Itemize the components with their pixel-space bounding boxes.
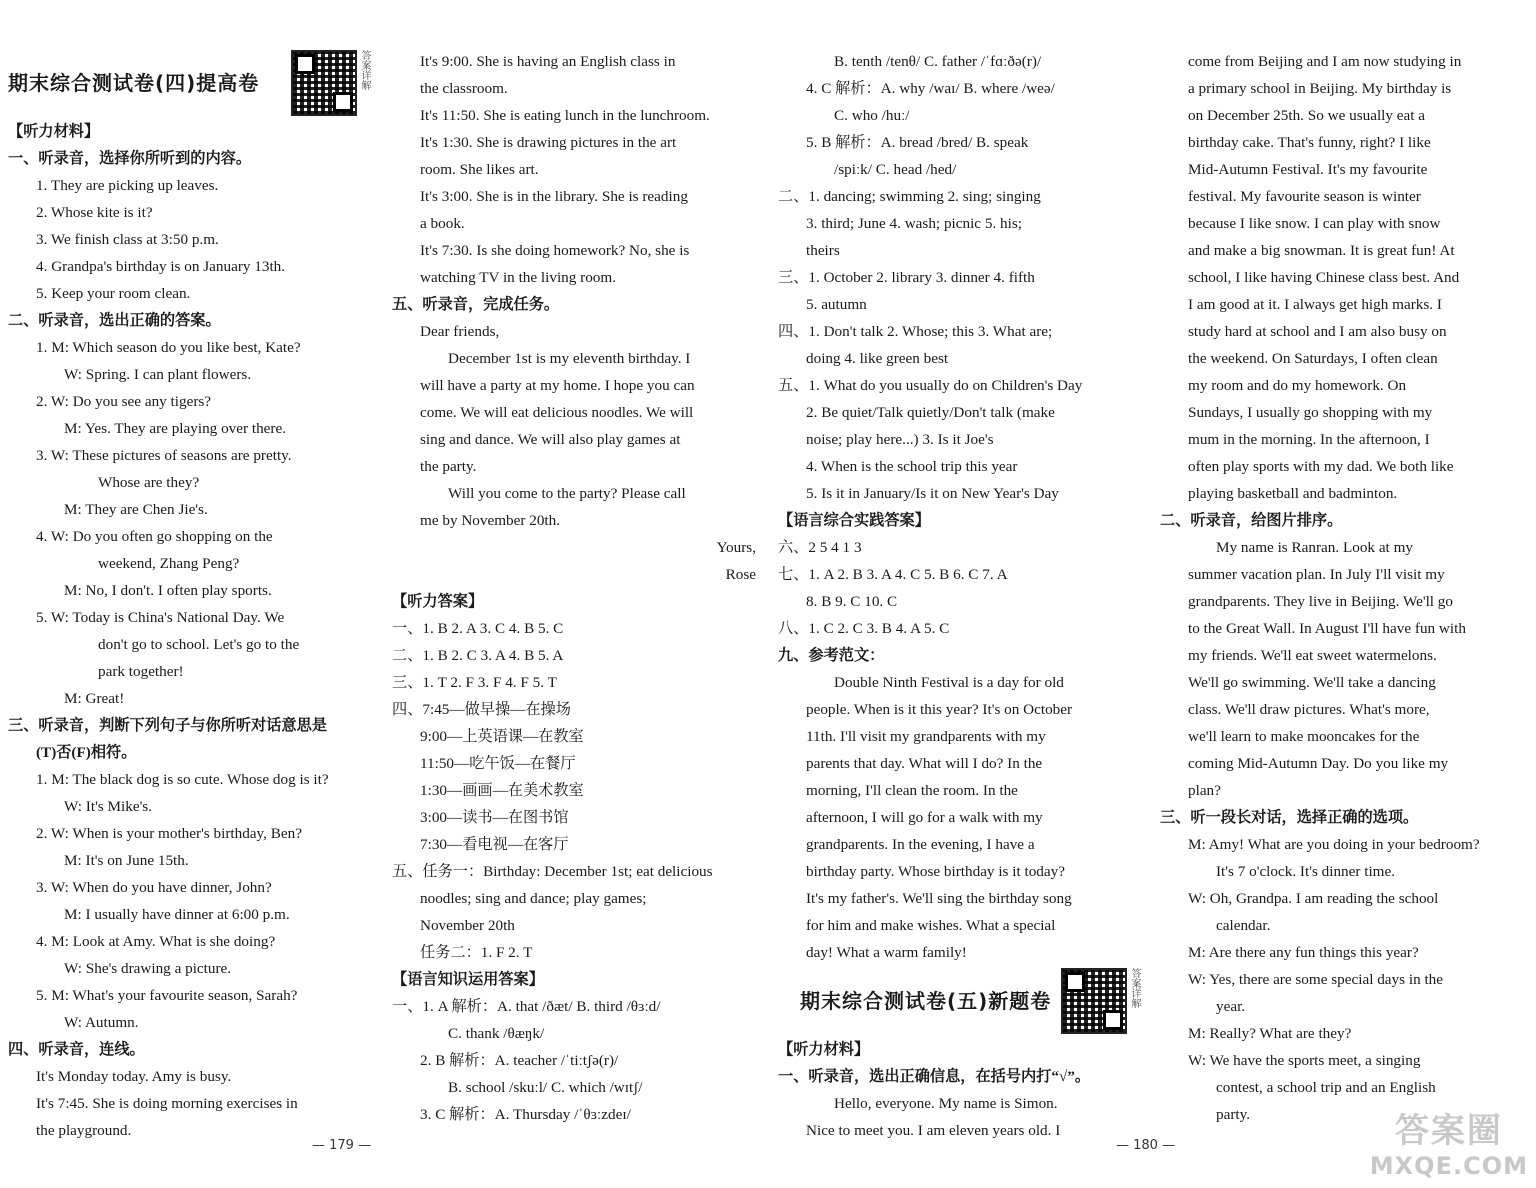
qr-note: 答案详解 (359, 50, 370, 90)
text-line: Yours, (716, 539, 756, 556)
text-line: doing 4. like green best (806, 350, 949, 367)
text-line: calendar. (1216, 917, 1271, 934)
text-line: 二、1. B 2. C 3. A 4. B 5. A (392, 647, 564, 664)
text-line: come. We will eat delicious noodles. We will (420, 404, 694, 421)
text-line: 三、1. T 2. F 3. F 4. F 5. T (392, 674, 557, 691)
text-line: sing and dance. We will also play games at (420, 431, 681, 448)
text-line: my friends. We'll eat sweet watermelons. (1188, 647, 1437, 664)
text-line: people. When is it this year? It's on October (806, 701, 1073, 718)
text-line: 5. Is it in January/Is it on New Year's Day (806, 485, 1059, 502)
text-line: It's 7:45. She is doing morning exercises in (36, 1095, 298, 1112)
text-line: school, I like having Chinese class best. And (1188, 269, 1460, 286)
text-line: study hard at school and I am also busy on (1188, 323, 1447, 340)
text-line: a primary school in Beijing. My birthday is (1188, 80, 1452, 97)
text-block (778, 48, 1140, 966)
text-block (8, 118, 370, 1144)
text-line: I am good at it. I always get high marks. I (1188, 296, 1442, 313)
text-line: 4. W: Do you often go shopping on the (36, 528, 273, 545)
text-line: 七、1. A 2. B 3. A 4. C 5. B 6. C 7. A (778, 566, 1008, 583)
text-line: W: Spring. I can plant flowers. (64, 366, 252, 383)
text-line: Sundays, I usually go shopping with my (1188, 404, 1433, 421)
text-line: November 20th (420, 917, 515, 934)
text-line: 一、1. A 解析：A. that /ðæt/ B. third /θɜːd/ (392, 998, 661, 1015)
text-line: 九、参考范文： (778, 647, 885, 664)
text-line: It's 7 o'clock. It's dinner time. (1216, 863, 1396, 880)
text-line: 五、任务一：Birthday: December 1st; eat delicious (392, 863, 713, 880)
text-line: 2. W: Do you see any tigers? (36, 393, 212, 410)
text-line: don't go to school. Let's go to the (98, 636, 300, 653)
text-line: It's Monday today. Amy is busy. (36, 1068, 232, 1085)
text-line: we'll learn to make mooncakes for the (1188, 728, 1420, 745)
watermark-logo (1370, 1103, 1528, 1180)
text-line: 五、1. What do you usually do on Children's Day (778, 377, 1083, 394)
text-line: 【语言综合实践答案】 (778, 512, 930, 529)
text-line: 4. C 解析：A. why /waɪ/ B. where /weə/ (806, 80, 1055, 97)
text-line: weekend, Zhang Peng? (98, 555, 240, 572)
text-line: Rose (725, 566, 756, 583)
text-line: 11th. I'll visit my grandparents with my (806, 728, 1046, 745)
text-line: will have a party at my home. I hope you can (420, 377, 695, 394)
text-line: M: Are there any fun things this year? (1188, 944, 1419, 961)
text-line: December 1st is my eleventh birthday. I (448, 350, 691, 367)
text-line: W: Oh, Grandpa. I am reading the school (1188, 890, 1439, 907)
text-line: 【听力答案】 (392, 593, 484, 610)
text-line: a book. (420, 215, 465, 232)
text-line: morning, I'll clean the room. In the (806, 782, 1018, 799)
text-line: W: Autumn. (64, 1014, 139, 1031)
text-line: 二、1. dancing; swimming 2. sing; singing (778, 188, 1041, 205)
text-line: Will you come to the party? Please call (448, 485, 686, 502)
text-line: M: It's on June 15th. (64, 852, 189, 869)
text-line: year. (1216, 998, 1246, 1015)
text-line: 4. Grandpa's birthday is on January 13th. (36, 258, 286, 275)
text-line: 2. Be quiet/Talk quietly/Don't talk (make (806, 404, 1055, 421)
text-line: 1. They are picking up leaves. (36, 177, 219, 194)
text-line: birthday party. Whose birthday is it today? (806, 863, 1065, 880)
text-line: day! What a warm family! (806, 944, 967, 961)
text-line: 9:00—上英语课—在教室 (420, 728, 584, 745)
text-line: 3. third; June 4. wash; picnic 5. his; (806, 215, 1022, 232)
text-line: noise; play here...) 3. Is it Joe's (806, 431, 994, 448)
text-line: festival. My favourite season is winter (1188, 188, 1421, 205)
text-line: summer vacation plan. In July I'll visit my (1188, 566, 1445, 583)
text-line: 3:00—读书—在图书馆 (420, 809, 569, 826)
text-line: 1. M: Which season do you like best, Kate? (36, 339, 301, 356)
text-line: 【听力材料】 (8, 123, 100, 140)
column-4 (1160, 48, 1526, 1128)
text-line: afternoon, I will go for a walk with my (806, 809, 1043, 826)
text-line: 二、听录音，给图片排序。 (1160, 512, 1343, 529)
text-line: 2. Whose kite is it? (36, 204, 153, 221)
text-line: birthday cake. That's funny, right? I like (1188, 134, 1431, 151)
text-line: 3. C 解析：A. Thursday /ˈθɜːzdeɪ/ (420, 1106, 631, 1123)
column-3 (778, 48, 1140, 1144)
text-line: 四、1. Don't talk 2. Whose; this 3. What are; (778, 323, 1053, 340)
text-line: grandparents. In the evening, I have a (806, 836, 1035, 853)
watermark-line-2: MXQE.COM (1369, 1152, 1528, 1180)
text-line: 5. autumn (806, 296, 867, 313)
text-line: 三、听录音，判断下列句子与你所听对话意思是 (8, 717, 327, 734)
text-line: M: Yes. They are playing over there. (64, 420, 286, 437)
text-line: 3. We finish class at 3:50 p.m. (36, 231, 219, 248)
text-line: 【听力材料】 (778, 1041, 870, 1058)
text-line: 4. When is the school trip this year (806, 458, 1018, 475)
text-line: B. school /skuːl/ C. which /wɪtʃ/ (448, 1079, 643, 1096)
text-line: come from Beijing and I am now studying in (1188, 53, 1462, 70)
text-line: room. She likes art. (420, 161, 539, 178)
text-line: M: I usually have dinner at 6:00 p.m. (64, 906, 290, 923)
text-line: 5. Keep your room clean. (36, 285, 191, 302)
text-line: Whose are they? (98, 474, 200, 491)
text-line: W: It's Mike's. (64, 798, 153, 815)
text-line: C. thank /θæŋk/ (448, 1025, 545, 1042)
text-line: 2. B 解析：A. teacher /ˈtiːtʃə(r)/ (420, 1052, 619, 1069)
text-line: the classroom. (420, 80, 508, 97)
text-line: on December 25th. So we usually eat a (1188, 107, 1426, 124)
text-line: 3. W: These pictures of seasons are pretty. (36, 447, 292, 464)
text-line: noodles; sing and dance; play games; (420, 890, 647, 907)
test-paper-header (778, 966, 1140, 1036)
text-line: Mid-Autumn Festival. It's my favourite (1188, 161, 1428, 178)
text-line: coming Mid-Autumn Day. Do you like my (1188, 755, 1449, 772)
text-line: 三、听一段长对话，选择正确的选项。 (1160, 809, 1419, 826)
text-line: party. (1216, 1106, 1251, 1123)
text-line: M: Great! (64, 690, 125, 707)
text-line: 五、听录音，完成任务。 (392, 296, 560, 313)
text-line: It's 3:00. She is in the library. She is reading (420, 188, 688, 205)
text-line: mum in the morning. In the afternoon, I (1188, 431, 1430, 448)
text-line: contest, a school trip and an English (1216, 1079, 1436, 1096)
text-line: W: We have the sports meet, a singing (1188, 1052, 1421, 1069)
page-number-right: — 180 — (1116, 1138, 1176, 1153)
watermark-line-1: 答案圈 (1394, 1111, 1503, 1151)
text-line: C. who /huː/ (834, 107, 910, 124)
text-line: and make a big snowman. It is great fun! At (1188, 242, 1455, 259)
text-line: 四、7:45—做早操—在操场 (392, 701, 571, 718)
text-line: Nice to meet you. I am eleven years old. I (806, 1122, 1061, 1139)
text-line: me by November 20th. (420, 512, 561, 529)
text-block (392, 48, 764, 1128)
text-line: 1:30—画画—在美术教室 (420, 782, 584, 799)
text-line: 5. M: What's your favourite season, Sarah? (36, 987, 298, 1004)
text-line: plan? (1188, 782, 1221, 799)
text-line: 2. W: When is your mother's birthday, Ben? (36, 825, 302, 842)
qr-code-icon (291, 50, 357, 116)
text-line: It's 1:30. She is drawing pictures in the art (420, 134, 677, 151)
text-line: theirs (806, 242, 840, 259)
page-number-left: — 179 — (312, 1138, 372, 1153)
text-line: 5. W: Today is China's National Day. We (36, 609, 285, 626)
paper-title-2: 期末综合测试卷(五)新题卷 (800, 988, 1052, 1013)
text-line: 【语言知识运用答案】 (392, 971, 544, 988)
text-line: (T)否(F)相符。 (36, 744, 137, 761)
text-block (1160, 48, 1526, 1128)
text-line: grandparents. They live in Beijing. We'll go (1188, 593, 1453, 610)
text-line: It's my father's. We'll sing the birthday song (806, 890, 1072, 907)
text-line: W: Yes, there are some special days in the (1188, 971, 1444, 988)
text-line: My name is Ranran. Look at my (1216, 539, 1413, 556)
text-line: the playground. (36, 1122, 132, 1139)
text-line: the party. (420, 458, 477, 475)
text-line: 8. B 9. C 10. C (806, 593, 898, 610)
text-line: M: Really? What are they? (1188, 1025, 1352, 1042)
text-block (778, 1036, 1140, 1144)
text-line: It's 11:50. She is eating lunch in the lunchroom. (420, 107, 710, 124)
text-line: 六、2 5 4 1 3 (778, 539, 862, 556)
column-2 (392, 48, 764, 1128)
text-line: B. tenth /tenθ/ C. father /ˈfɑːðə(r)/ (834, 53, 1042, 70)
text-line: 任务二：1. F 2. T (420, 944, 533, 961)
text-line: 一、听录音，选择你所听到的内容。 (8, 150, 251, 167)
text-line: to the Great Wall. In August I'll have fun with (1188, 620, 1466, 637)
text-line: 1. M: The black dog is so cute. Whose dog is it? (36, 771, 329, 788)
text-line: 7:30—看电视—在客厅 (420, 836, 569, 853)
text-line: M: No, I don't. I often play sports. (64, 582, 272, 599)
text-line: It's 7:30. Is she doing homework? No, she is (420, 242, 690, 259)
qr-code-icon (1061, 968, 1127, 1034)
text-line: We'll go swimming. We'll take a dancing (1188, 674, 1436, 691)
text-line: Double Ninth Festival is a day for old (834, 674, 1064, 691)
text-line: my room and do my homework. On (1188, 377, 1407, 394)
text-line: because I like snow. I can play with snow (1188, 215, 1441, 232)
paper-title: 期末综合测试卷(四)提高卷 (8, 70, 260, 95)
qr-note: 答案详解 (1129, 968, 1140, 1008)
text-line: /spiːk/ C. head /hed/ (834, 161, 957, 178)
text-line: often play sports with my dad. We both like (1188, 458, 1454, 475)
text-line: 11:50—吃午饭—在餐厅 (420, 755, 576, 772)
text-line: playing basketball and badminton. (1188, 485, 1398, 502)
text-line: 一、1. B 2. A 3. C 4. B 5. C (392, 620, 564, 637)
text-line: 八、1. C 2. C 3. B 4. A 5. C (778, 620, 950, 637)
text-line: parents that day. What will I do? In the (806, 755, 1043, 772)
text-line: M: Amy! What are you doing in your bedroom? (1188, 836, 1480, 853)
text-line: park together! (98, 663, 184, 680)
text-line: 四、听录音，连线。 (8, 1041, 145, 1058)
text-line: M: They are Chen Jie's. (64, 501, 208, 518)
text-line: It's 9:00. She is having an English class in (420, 53, 676, 70)
test-paper-header (8, 48, 370, 118)
text-line: 4. M: Look at Amy. What is she doing? (36, 933, 276, 950)
text-line: watching TV in the living room. (420, 269, 617, 286)
text-line: 三、1. October 2. library 3. dinner 4. fifth (778, 269, 1035, 286)
text-line: 5. B 解析：A. bread /bred/ B. speak (806, 134, 1029, 151)
text-line: 一、听录音，选出正确信息，在括号内打“√”。 (778, 1068, 1091, 1085)
text-line: for him and make wishes. What a special (806, 917, 1056, 934)
text-line: the weekend. On Saturdays, I often clean (1188, 350, 1438, 367)
text-line: Hello, everyone. My name is Simon. (834, 1095, 1058, 1112)
text-line: class. We'll draw pictures. What's more, (1188, 701, 1430, 718)
text-line: W: She's drawing a picture. (64, 960, 232, 977)
text-line: 二、听录音，选出正确的答案。 (8, 312, 221, 329)
text-line: 3. W: When do you have dinner, John? (36, 879, 272, 896)
column-1 (8, 48, 370, 1144)
text-line: Dear friends, (420, 323, 500, 340)
